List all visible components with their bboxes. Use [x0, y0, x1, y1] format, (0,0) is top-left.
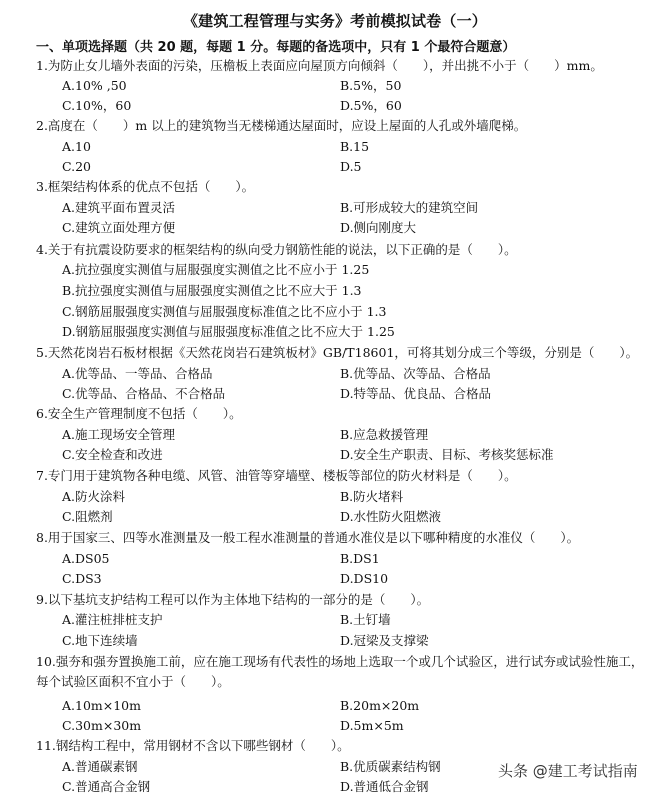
question-7-option-c: C.阻燃剂 — [62, 509, 113, 524]
question-1-option-b: B.5%，50 — [340, 78, 402, 93]
question-9-option-a: A.灌注桩排桩支护 — [62, 612, 163, 627]
question-6-option-b: B.应急救援管理 — [340, 427, 429, 442]
document-title: 《建筑工程管理与实务》考前模拟试卷（一） — [182, 12, 487, 30]
question-8-stem: 8.用于国家三、四等水准测量及一般工程水准测量的普通水准仪是以下哪种精度的水准仪（ ）。 — [36, 530, 580, 545]
question-10-option-a: A.10m×10m — [62, 698, 141, 713]
question-4-option-d: D.钢筋屈服强度实测值与屈服强度标准值之比不应大于 1.25 — [62, 324, 395, 339]
question-5-option-c: C.优等品、合格品、不合格品 — [62, 386, 226, 401]
question-11-option-c: C.普通高合金钢 — [62, 779, 151, 794]
question-9-option-c: C.地下连续墙 — [62, 633, 138, 648]
question-3-stem: 3.框架结构体系的优点不包括（ ）。 — [36, 179, 255, 194]
question-10-option-d: D.5m×5m — [340, 718, 404, 733]
question-10-stem: 10.强夯和强夯置换施工前，应在施工现场有代表性的场地上选取一个或几个试验区，进行试夯或试验性施工， — [36, 654, 644, 669]
question-9-option-b: B.土钉墙 — [340, 612, 391, 627]
question-6-option-c: C.安全检查和改进 — [62, 447, 163, 462]
question-11-option-a: A.普通碳素钢 — [62, 759, 138, 774]
question-10-option-c: C.30m×30m — [62, 718, 142, 733]
question-1-option-d: D.5%，60 — [340, 98, 402, 113]
question-3-option-c: C.建筑立面处理方便 — [62, 220, 176, 235]
question-10-stem-line2: 每个试验区面积不宜小于（ ）。 — [36, 674, 230, 689]
question-3-option-a: A.建筑平面布置灵活 — [62, 200, 176, 215]
question-2-option-c: C.20 — [62, 159, 91, 174]
question-4-option-a: A.抗拉强度实测值与屈服强度实测值之比不应小于 1.25 — [62, 262, 370, 277]
question-7-option-b: B.防火堵料 — [340, 489, 404, 504]
question-11-option-d: D.普通低合金钢 — [340, 779, 429, 794]
question-6-stem: 6.安全生产管理制度不包括（ ）。 — [36, 406, 242, 421]
section-heading: 一、单项选择题（共 20 题，每题 1 分。每题的备选项中，只有 1 个最符合题意） — [36, 40, 516, 55]
question-5-option-b: B.优等品、次等品、合格品 — [340, 366, 491, 381]
question-1-stem: 1.为防止女儿墙外表面的污染，压檐板上表面应向屋顶方向倾斜（ ），并出挑不小于（ ）mm。 — [36, 58, 603, 73]
question-9-option-d: D.冠梁及支撑梁 — [340, 633, 429, 648]
question-7-stem: 7.专门用于建筑物各种电缆、风管、油管等穿墙壁、楼板等部位的防火材料是（ ）。 — [36, 468, 517, 483]
source-watermark: 头条 @建工考试指南 — [498, 762, 638, 780]
question-6-option-a: A.施工现场安全管理 — [62, 427, 176, 442]
question-3-option-d: D.侧向刚度大 — [340, 220, 417, 235]
question-5-stem: 5.天然花岗岩石板材根据《天然花岗岩石建筑板材》GB/T18601，可将其划分成三个等级，分别是（ ）。 — [36, 345, 639, 360]
question-3-option-b: B.可形成较大的建筑空间 — [340, 200, 479, 215]
question-2-option-b: B.15 — [340, 139, 370, 154]
question-11-stem: 11.钢结构工程中，常用钢材不含以下哪些钢材（ ）。 — [36, 738, 350, 753]
question-1-option-a: A.10% ,50 — [62, 78, 127, 93]
question-1-option-c: C.10%，60 — [62, 98, 132, 113]
question-8-option-b: B.DS1 — [340, 551, 380, 566]
question-11-option-b: B.优质碳素结构钢 — [340, 759, 441, 774]
question-7-option-a: A.防火涂料 — [62, 489, 126, 504]
question-2-option-d: D.5 — [340, 159, 362, 174]
question-4-option-c: C.钢筋屈服强度实测值与屈服强度标准值之比不应小于 1.3 — [62, 304, 387, 319]
question-8-option-c: C.DS3 — [62, 571, 102, 586]
question-9-stem: 9.以下基坑支护结构工程可以作为主体地下结构的一部分的是（ ）。 — [36, 592, 430, 607]
question-2-stem: 2.高度在（ ）m 以上的建筑物当无楼梯通达屋面时，应设上屋面的人孔或外墙爬梯。 — [36, 118, 527, 133]
question-5-option-d: D.特等品、优良品、合格品 — [340, 386, 492, 401]
question-4-stem: 4.关于有抗震设防要求的框架结构的纵向受力钢筋性能的说法，以下正确的是（ ）。 — [36, 242, 517, 257]
question-10-option-b: B.20m×20m — [340, 698, 420, 713]
question-7-option-d: D.水性防火阻燃液 — [340, 509, 442, 524]
question-4-option-b: B.抗拉强度实测值与屈服强度实测值之比不应大于 1.3 — [62, 283, 362, 298]
question-6-option-d: D.安全生产职责、目标、考核奖惩标准 — [340, 447, 554, 462]
question-8-option-d: D.DS10 — [340, 571, 389, 586]
question-2-option-a: A.10 — [62, 139, 91, 154]
question-5-option-a: A.优等品、一等品、合格品 — [62, 366, 213, 381]
question-8-option-a: A.DS05 — [62, 551, 110, 566]
